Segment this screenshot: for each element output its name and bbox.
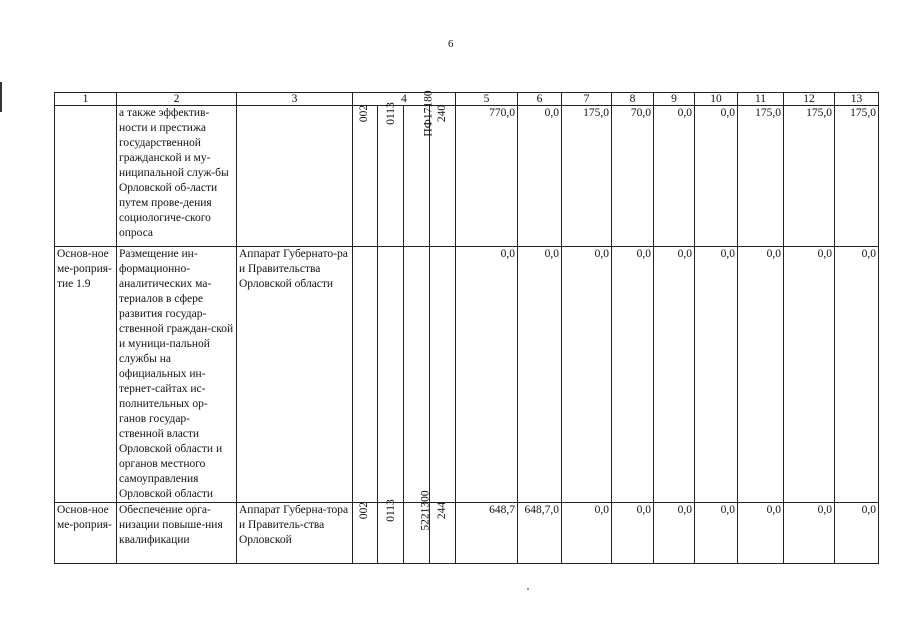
code-text: 0113 bbox=[384, 499, 397, 522]
value-cell: 175,0 bbox=[835, 106, 879, 247]
executor-cell: Аппарат Губернато-ра и Правительства Орловской области bbox=[237, 247, 353, 503]
value-cell: 0,0 bbox=[518, 247, 562, 503]
value-cell: 0,0 bbox=[562, 503, 612, 564]
value-cell: 0,0 bbox=[835, 503, 879, 564]
value-cell: 0,0 bbox=[835, 247, 879, 503]
scan-edge-mark bbox=[0, 82, 2, 112]
value-cell: 0,0 bbox=[695, 503, 738, 564]
header-cell: 3 bbox=[237, 93, 353, 106]
value-cell: 0,0 bbox=[456, 247, 518, 503]
header-cell: 6 bbox=[518, 93, 562, 106]
description-cell: Обеспечение орга-низации повыше-ния квалификации bbox=[117, 503, 237, 564]
executor-cell: Аппарат Губерна-тора и Правитель-ства Орловской bbox=[237, 503, 353, 564]
description-cell: а также эффектив-ности и престижа государственной гражданской и му-ниципальной служ-бы Орловской об-ласти путем прове-дения социологиче-ского опроса bbox=[117, 106, 237, 247]
code-cell bbox=[404, 490, 432, 564]
code-text: 240 bbox=[436, 104, 448, 123]
header-cell: 9 bbox=[654, 93, 695, 106]
header-cell: 5 bbox=[456, 93, 518, 106]
page-number: 6 bbox=[448, 38, 454, 50]
code-cell bbox=[404, 90, 435, 247]
value-cell: 0,0 bbox=[562, 247, 612, 503]
table-row bbox=[55, 503, 879, 564]
budget-table bbox=[54, 92, 879, 564]
scan-speck bbox=[527, 588, 529, 590]
code-text: ПФ17180 bbox=[422, 90, 435, 137]
code-cell bbox=[353, 106, 378, 247]
value-cell: 0,0 bbox=[654, 247, 695, 503]
value-cell: 0,0 bbox=[654, 106, 695, 247]
code-text: 002 bbox=[358, 501, 371, 520]
code-cell bbox=[378, 499, 404, 564]
table-row bbox=[55, 247, 879, 503]
value-cell: 770,0 bbox=[456, 106, 518, 247]
header-cell: 11 bbox=[738, 93, 784, 106]
header-cell: 8 bbox=[612, 93, 654, 106]
value-cell: 175,0 bbox=[562, 106, 612, 247]
value-cell: 70,0 bbox=[612, 106, 654, 247]
value-cell: 175,0 bbox=[738, 106, 784, 247]
header-cell: 1 bbox=[55, 93, 117, 106]
code-cell bbox=[430, 247, 456, 503]
value-cell: 0,0 bbox=[695, 106, 738, 247]
value-cell: 0,0 bbox=[612, 247, 654, 503]
value-cell: 0,0 bbox=[784, 503, 835, 564]
value-cell: 0,0 bbox=[518, 106, 562, 247]
value-cell: 0,0 bbox=[612, 503, 654, 564]
value-cell: 175,0 bbox=[784, 106, 835, 247]
activity-name-cell: Основ-ное ме-роприя- bbox=[55, 503, 117, 564]
code-cell bbox=[378, 102, 404, 247]
value-cell: 648,7 bbox=[456, 503, 518, 564]
activity-name-cell: Основ-ное ме-роприя-тие 1.9 bbox=[55, 247, 117, 503]
code-cell bbox=[353, 503, 378, 564]
value-cell: 0,0 bbox=[654, 503, 695, 564]
value-cell: 0,0 bbox=[695, 247, 738, 503]
value-cell: 648,7,0 bbox=[518, 503, 562, 564]
activity-name-cell bbox=[55, 106, 117, 247]
code-cell bbox=[378, 247, 404, 503]
code-cell bbox=[353, 247, 378, 503]
header-row bbox=[55, 93, 879, 106]
header-cell: 2 bbox=[117, 93, 237, 106]
table-row bbox=[55, 106, 879, 247]
executor-cell bbox=[237, 106, 353, 247]
code-cell bbox=[404, 247, 430, 503]
code-text: 0113 bbox=[384, 102, 397, 125]
value-cell: 0,0 bbox=[738, 247, 784, 503]
header-cell: 7 bbox=[562, 93, 612, 106]
header-cell: 12 bbox=[784, 93, 835, 106]
code-text: 5221300 bbox=[419, 490, 432, 531]
header-cell: 10 bbox=[695, 93, 738, 106]
description-cell: Размещение ин-формационно-аналитических ма-териалов в сфере развития государ-ственной граждан-ской и муници-пальной службы на официальных ин-тернет-сайтах ис-полнительных ор-ганов государ-ственной власти Орловской области и органов местного самоуправления Орловской области bbox=[117, 247, 237, 503]
value-cell: 0,0 bbox=[738, 503, 784, 564]
code-text: 002 bbox=[358, 104, 371, 123]
header-cell: 13 bbox=[835, 93, 879, 106]
header-cell: 4 bbox=[353, 93, 456, 106]
code-text: 244 bbox=[436, 501, 448, 520]
value-cell: 0,0 bbox=[784, 247, 835, 503]
